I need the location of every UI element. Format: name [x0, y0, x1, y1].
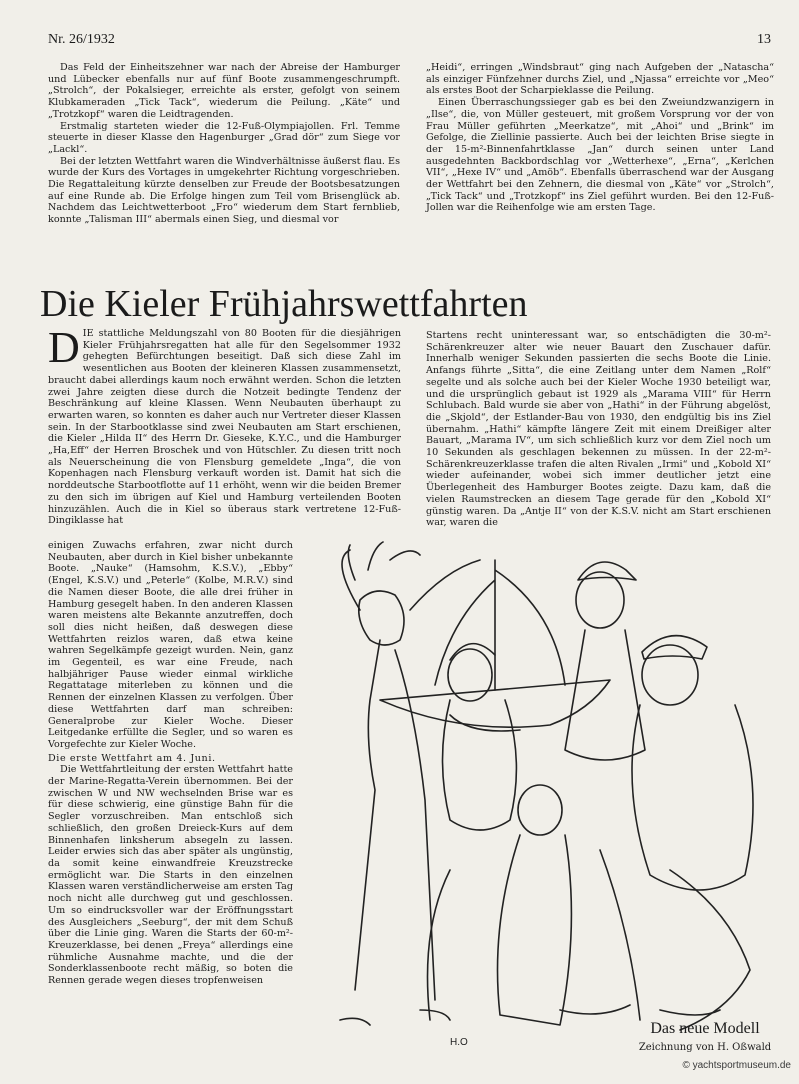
page-header	[48, 32, 771, 52]
caption-title: Das neue Modell	[650, 1020, 760, 1037]
cartoon-illustration	[300, 540, 790, 1055]
sailboat-model	[380, 560, 610, 731]
paragraph: Einen Überraschungssieger gab es bei den Zweiundzwanzigern in „Ilse“, die, von Müller gesteuert, mit großem Vorsprung vor der von Frau Müller geführten „Meerkatze“, mit „Ahoi“ und „Brink“ im Gefolge, die Ziellinie passierte. Auch bei der leichten Brise siegte in der 15-m²-Binnenfahrtklasse „Jan“ durch seinen unter Land ausgedehnten Backbordschlag vor „Wetterhexe“, „Erna“, „Kerlchen VII“, „Hexe IV“ und „Amöb“. Ebenfalls überraschend war der Ausgang der Wettfahrt bei den Zehnern, die diesmal von „Käte“ vor „Strolch“, „Tick Tack“ und „Trotzkopf“ ins Ziel geführt wurden. Bei den 12-Fuß-Jollen war die Reihenfolge wie am ersten Tage.	[426, 97, 774, 214]
paragraph: Startens recht uninteressant war, so entschädigten die 30-m²-Schärenkreuzer alter wie neuer Bauart den Zuschauer dafür. Innerhalb weniger Sekunden passierten die sechs Boote die Linie. Anfangs führte „Sitta“, die eine Zeitlang unter dem Namen „Rolf“ segelte und als solche auch bei der Kieler Woche 1930 beteiligt war, und die ursprünglich gebaut ist 1929 als „Marama VIII“ für Herrn Schlubach. Bald wurde sie aber von „Hathi“ in der Führung abgelöst, die „Skjold“, der Estlander-Bau von 1930, den endgültig bis ins Ziel übernahm. „Hathi“ kämpfte längere Zeit mit einem Dreißiger alter Bauart, „Marama IV“, um sich schließlich kurz vor dem Ziel noch um 10 Sekunden als geschlagen bekennen zu müssen. In der 22-m²-Schärenkreuzerklasse trafen die alten Rivalen „Irmi“ und „Kobold XI“ wieder aufeinander, wobei sich immer deutlicher jetzt eine Überlegenheit des Hamburger Bootes zeigte. Dazu kam, daß die vielen Raumstrecken an diesem Tage gerade für den „Kobold XI“ günstig waren. Da „Antje II“ von der K.S.V. nicht am Start erschienen war, waren die	[426, 330, 771, 529]
top-right-column	[426, 62, 774, 214]
paragraph: Das Feld der Einheitszehner war nach der Abreise der Hamburger und Lübecker ebenfalls nur auf fünf Boote zusammengeschrumpft. „Strolch“, der Pokalsieger, erreichte als erster, gefolgt von seinem Klubkameraden „Tick Tack“, wiederum die Peilung. „Käte“ und „Trotzkopf“ waren die Leidtragenden.	[48, 62, 400, 120]
crowd-lower-figures	[428, 785, 751, 1030]
paragraph: Die Wettfahrtleitung der ersten Wettfahrt hatte der Marine-Regatta-Verein übernommen. Bei der zwischen W und NW wechselnden Brise war es für diese schwierig, eine günstige Bahn für die Segler vorzuschreiben. Man entschloß sich schließlich, den großen Dreieck-Kurs auf dem Binnenhafen linksherum absegeln zu lassen. Leider erwies sich das aber später als ungünstig, da somit keine einwandfreie Kreuzstrecke ermöglicht war. Die Starts in den einzelnen Klassen waren verständlicherweise am ersten Tag noch nicht alle durchweg gut und geschlossen. Um so eindrucksvoller war der Eröffnungsstart des Ausgleichers „Seeburg“, der mit dem Schuß über die Linie ging. Waren die Starts der 60-m²-Kreuzerklasse, bei denen „Freya“ allerdings eine rühmliche Ausnahme machte, und die der Sonderklassenboote recht mäßig, so boten die Rennen gerade wegen dieses tropfenweisen	[48, 764, 293, 987]
cheering-woman-figure	[340, 542, 480, 1025]
paragraph: Erstmalig starteten wieder die 12-Fuß-Olympiajollen. Frl. Temme steuerte in dieser Klasse den Hagenburger „Grad dör“ zum Siege vor „Lackl“.	[48, 120, 400, 155]
lead-text: IE stattliche Meldungszahl von 80 Booten für die diesjährigen Kieler Frühjahrsregatten hat alle für den Segelsommer 1932 gehegten Befürchtungen beseitigt. Daß sich diese Zahl im wesentlichen aus Booten der kleineren Klassen zusammensetzt, braucht dabei allerdings kaum noch erwähnt werden. Schon die letzten zwei Jahre zeigten diese durch die Notzeit bedingte Tendenz der Beschränkung auf kleine Klassen. Wenn Neubauten überhaupt zu erwarten waren, so konnten es daher auch nur Vertreter dieser Klassen sein. In der Starbootklasse sind zwei Neubauten am Start erschienen, die Kieler „Hilda II“ des Herrn Dr. Gieseke, K.Y.C., und die Hamburger „Ha,Eff“ der Herren Broschek und von Hütschler. Zu diesen tritt noch als Neuerscheinung die von Flensburg gemeldete „Inga“, die von Kopenhagen nach Flensburg verkauft worden ist. Damit hat sich die norddeutsche Starbootflotte auf 11 erhöht, wenn wir die beiden Bremer zu den sich im übrigen auf Kiel und Hamburg verteilenden Booten hinzuzählen. Auch die in Kiel so überaus stark vertretene 12-Fuß-Dingiklasse hat	[48, 328, 401, 527]
article-title: Die Kieler Frühjahrswettfahrten	[40, 283, 528, 325]
article-right-column	[426, 330, 771, 529]
section-subheading: Die erste Wettfahrt am 4. Juni.	[48, 752, 216, 764]
page-number: 13	[757, 32, 771, 47]
illustration-caption	[620, 1020, 790, 1053]
drop-cap: D	[48, 323, 80, 372]
paragraph: einigen Zuwachs erfahren, zwar nicht durch Neubauten, aber durch in Kiel bisher unbekannte Boote. „Nauke“ (Hamsohm, K.S.V.), „Ebby“ (Engel, K.S.V.) und „Peterle“ (Kolbe, M.R.V.) sind die Namen dieser Boote, die alle drei früher in Hamburg gesegelt haben. In den anderen Klassen waren meistens alte Bekannte anzutreffen, doch soll dies nicht heißen, daß deswegen diese Wettfahrten reizlos waren, daß etwa keine wahren Segelkämpfe gezeigt wurden. Nein, ganz im Gegenteil, es war eine Freude, nach halbjähriger Pause wieder einmal wirkliche Regattatage miterleben zu können und die Rennen der einzelnen Klassen zu verfolgen. Über diese Wettfahrten darf man schreiben: Generalprobe zur Kieler Woche. Dieser Leitgedanke erfüllte die Segler, und so waren es Vorgefechte zur Kieler Woche.	[48, 540, 293, 750]
caption-credit: Zeichnung von H. Oßwald	[638, 1042, 772, 1053]
article-narrow-column	[48, 540, 293, 987]
issue-number: Nr. 26/1932	[48, 32, 115, 47]
watermark: © yachtsportmuseum.de	[682, 1060, 791, 1071]
article-lead-column	[48, 323, 401, 527]
paragraph: „Heidi“, erringen „Windsbraut“ ging nach Aufgeben der „Natascha“ als einziger Fünfzehner durchs Ziel, und „Njassa“ erreichte vor „Meo“ als erstes Boot der Scharpieklasse die Peilung.	[426, 62, 774, 97]
paragraph: Bei der letzten Wettfahrt waren die Windverhältnisse äußerst flau. Es wurde der Kurs des Vortages in umgekehrter Richtung vorgeschrieben. Die Regattaleitung kürzte denselben zur Freude der Bootsbesatzungen auf eine Runde ab. Die Erfolge hingen zum Teil vom Brisenglück ab. Nachdem das Leichtwetterboot „Fro“ wiederum dem Start fernblieb, konnte „Talisman III“ abermals einen Sieg, und diesmal vor	[48, 155, 400, 226]
top-left-column	[48, 62, 400, 226]
artist-signature: H.O	[450, 1037, 468, 1048]
lead-paragraph	[48, 323, 401, 527]
